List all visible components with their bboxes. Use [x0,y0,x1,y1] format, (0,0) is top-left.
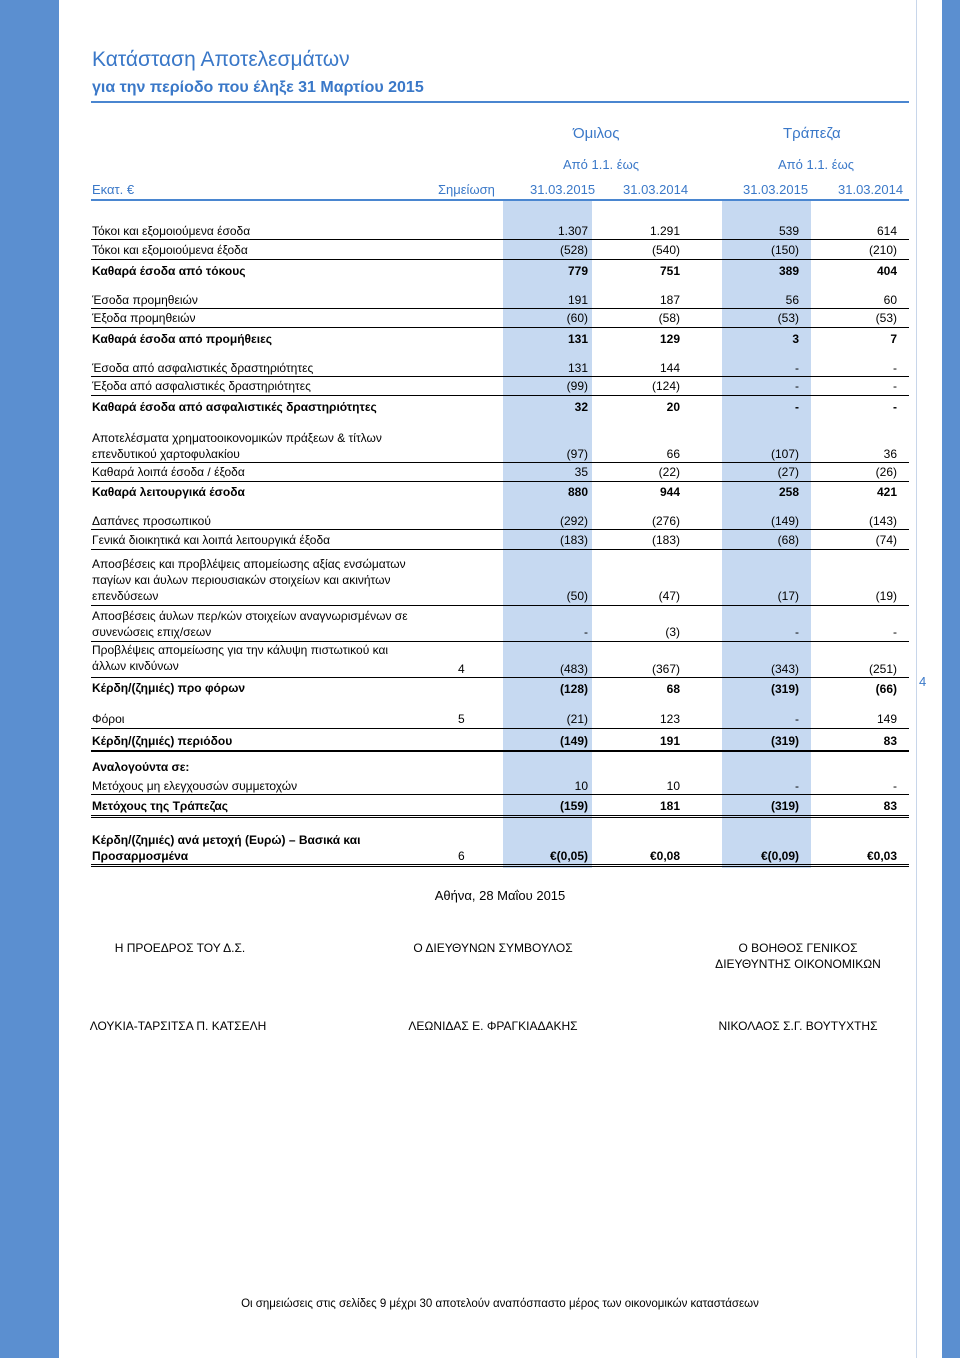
row-divider [91,815,909,818]
value-bank-2014: (26) [875,465,897,479]
row-divider [91,529,909,530]
page-title: Κατάσταση Αποτελεσμάτων [92,48,350,71]
header-group: Όμιλος [573,125,620,142]
value-group-2015: (483) [559,662,588,676]
header-from-group: Από 1.1. έως [563,157,639,172]
value-group-2014: (367) [651,662,680,676]
value-group-2015: (99) [566,379,588,393]
row-label: Καθαρά έσοδα από ασφαλιστικές δραστηριότητες [92,400,377,414]
signatory-name: ΝΙΚΟΛΑΟΣ Σ.Γ. ΒΟΥΤΥΧΤΗΣ [718,1019,878,1033]
value-group-2015: €(0,05) [549,849,588,863]
title-divider [91,101,909,103]
signatory-title: Ο ΒΟΗΘΟΣ ΓΕΝΙΚΟΣ [738,941,858,955]
value-bank-2014: €0,03 [866,849,897,863]
signatory-title: Η ΠΡΟΕΔΡΟΣ ΤΟΥ Δ.Σ. [114,941,246,955]
signatory-title: Ο ΔΙΕΥΘΥΝΩΝ ΣΥΜΒΟΥΛΟΣ [413,941,573,955]
right-side-bar [942,0,960,1358]
signatory-name: ΛΕΩΝΙΔΑΣ Ε. ΦΡΑΓΚΙΑΔΑΚΗΣ [408,1019,578,1033]
value-group-2014: 10 [666,779,680,793]
header-date: 31.03.2014 [838,182,904,197]
row-label: Καθαρά έσοδα από προμήθειες [92,332,272,346]
value-group-2015: 880 [567,485,588,499]
place-date: Αθήνα, 28 Μαΐου 2015 [434,888,566,903]
value-bank-2015: - [795,712,799,726]
row-label: Κέρδη/(ζημιές) προ φόρων [92,681,246,695]
row-divider [91,481,909,482]
row-label: Αναλογούντα σε: [92,760,190,774]
row-label: Δαπάνες προσωπικού [92,514,211,528]
signatory-name: ΛΟΥΚΙΑ-ΤΑΡΣΙΤΣΑ Π. ΚΑΤΣΕΛΗ [89,1019,267,1033]
value-group-2014: 129 [659,332,680,346]
row-divider [91,327,909,328]
row-divider [91,794,909,795]
value-group-2014: 751 [659,264,680,278]
value-bank-2014: 614 [876,224,897,238]
value-group-2014: 187 [659,293,680,307]
row-label-line: Αποσβέσεις άυλων περ/κών στοιχείων αναγνωρισμένων σε [92,609,408,623]
signatory-title-line2: ΔΙΕΥΘΥΝΤΗΣ ΟΙΚΟΝΟΜΙΚΩΝ [715,957,881,971]
row-label-line: επενδυτικού χαρτοφυλακίου [92,447,240,461]
value-group-2015: (60) [566,311,588,325]
header-currency: Εκατ. € [92,182,135,197]
row-divider [91,239,909,240]
value-bank-2015: - [795,400,799,414]
value-bank-2015: (319) [770,734,799,748]
value-group-2014: 1.291 [649,224,680,238]
value-group-2015: (149) [559,734,588,748]
value-bank-2015: (53) [777,311,799,325]
value-group-2014: (47) [658,589,680,603]
row-note: 6 [458,849,465,863]
value-group-2014: (58) [658,311,680,325]
row-label: Έξοδα προμηθειών [92,311,196,325]
row-divider [91,549,909,550]
row-label: Έξοδα από ασφαλιστικές δραστηριότητες [92,379,311,393]
value-group-2015: (292) [559,514,588,528]
value-group-2014: (183) [651,533,680,547]
row-divider [91,728,909,729]
value-group-2014: (540) [651,243,680,257]
page-number: 4 [919,674,927,689]
value-group-2014: (276) [651,514,680,528]
page-subtitle: για την περίοδο που έληξε 31 Μαρτίου 2015 [92,79,424,96]
value-group-2015: 1.307 [557,224,588,238]
value-bank-2014: (53) [875,311,897,325]
row-label: Έσοδα από ασφαλιστικές δραστηριότητες [92,361,314,375]
row-label: Τόκοι και εξομοιούμενα έξοδα [92,243,248,257]
value-bank-2014: 404 [876,264,897,278]
value-group-2014: (22) [658,465,680,479]
row-label-line: άλλων κινδύνων [92,659,179,673]
value-group-2015: 131 [567,361,588,375]
left-side-bar [0,0,59,1358]
value-bank-2015: - [795,379,799,393]
value-group-2015: 32 [574,400,588,414]
value-bank-2014: 83 [883,799,897,813]
value-bank-2014: 83 [883,734,897,748]
value-group-2014: 191 [659,734,680,748]
row-label: Κέρδη/(ζημιές) περιόδου [92,734,233,748]
row-label: Μετόχους μη ελεγχουσών συμμετοχών [92,779,298,793]
value-bank-2014: 421 [876,485,897,499]
value-bank-2014: 36 [883,447,897,461]
row-label-line: Προσαρμοσμένα [92,849,189,863]
row-label-line: συνενώσεις επιχ/σεων [92,625,212,639]
row-label: Καθαρά έσοδα από τόκους [92,264,246,278]
value-bank-2014: - [893,361,897,375]
row-divider [91,308,909,309]
value-bank-2015: 258 [778,485,799,499]
value-bank-2015: (107) [770,447,799,461]
row-label: Φόροι [92,712,125,726]
value-bank-2015: (319) [770,682,799,696]
value-group-2015: - [584,625,588,639]
value-bank-2014: - [893,779,897,793]
value-bank-2014: - [893,379,897,393]
row-divider [91,605,909,606]
value-bank-2014: 60 [883,293,897,307]
value-group-2015: (183) [559,533,588,547]
header-date: 31.03.2015 [743,182,809,197]
value-group-2015: 35 [574,465,588,479]
row-note: 5 [458,712,465,726]
row-divider [91,864,909,867]
value-group-2014: 181 [659,799,680,813]
value-bank-2014: (66) [875,682,897,696]
header-divider [91,199,909,201]
value-group-2014: 66 [666,447,680,461]
row-divider [91,395,909,396]
header-from-bank: Από 1.1. έως [778,157,854,172]
row-label: Καθαρά λειτουργικά έσοδα [92,485,245,499]
row-divider [91,677,909,678]
value-bank-2014: - [893,400,897,414]
value-group-2014: (124) [651,379,680,393]
header-date: 31.03.2014 [623,182,689,197]
value-bank-2015: (319) [770,799,799,813]
row-label: Γενικά διοικητικά και λοιπά λειτουργικά έξοδα [92,533,331,547]
value-group-2015: 779 [567,264,588,278]
value-group-2014: 144 [659,361,680,375]
value-bank-2015: (68) [777,533,799,547]
value-bank-2015: €(0,09) [760,849,799,863]
value-bank-2014: (143) [868,514,897,528]
value-bank-2015: 539 [778,224,799,238]
value-group-2014: 68 [666,682,680,696]
value-bank-2015: - [795,361,799,375]
value-group-2015: 10 [574,779,588,793]
value-group-2015: (97) [566,447,588,461]
value-group-2014: 20 [666,400,680,414]
row-label-line: επενδύσεων [92,589,159,603]
row-label-line: Αποτελέσματα χρηματοοικονομικών πράξεων & τίτλων [92,431,382,445]
value-bank-2015: 389 [778,264,799,278]
value-bank-2015: - [795,779,799,793]
row-divider [91,376,909,377]
value-bank-2014: (210) [868,243,897,257]
value-bank-2015: (17) [777,589,799,603]
value-bank-2015: - [795,625,799,639]
row-divider [91,259,909,260]
value-bank-2015: (343) [770,662,799,676]
value-bank-2015: (27) [777,465,799,479]
row-label: Μετόχους της Τράπεζας [92,799,229,813]
row-label: Τόκοι και εξομοιούμενα έσοδα [92,224,251,238]
value-group-2015: (159) [559,799,588,813]
value-group-2015: 191 [567,293,588,307]
row-label: Έσοδα προμηθειών [92,293,198,307]
row-label-line: Προβλέψεις απομείωσης για την κάλυψη πιστωτικού και [92,643,389,657]
header-date: 31.03.2015 [530,182,596,197]
value-group-2015: (21) [566,712,588,726]
value-group-2014: (3) [665,625,680,639]
row-label-line: παγίων και άυλων περιουσιακών στοιχείων και ακινήτων [92,573,391,587]
row-divider [91,750,909,752]
value-group-2015: (50) [566,589,588,603]
value-group-2015: (528) [559,243,588,257]
value-bank-2014: - [893,625,897,639]
row-divider [91,641,909,642]
value-group-2014: €0,08 [649,849,680,863]
value-group-2014: 944 [659,485,680,499]
value-bank-2015: 56 [785,293,799,307]
value-bank-2015: (149) [770,514,799,528]
value-bank-2015: 3 [792,332,799,346]
value-bank-2014: 149 [876,712,897,726]
row-label-line: Κέρδη/(ζημιές) ανά μετοχή (Ευρώ) – Βασικά και [92,833,361,847]
row-divider [91,462,909,463]
row-label-line: Αποσβέσεις και προβλέψεις απομείωσης αξίας ενσώματων [92,557,406,571]
header-note: Σημείωση [438,182,495,197]
value-group-2014: 123 [659,712,680,726]
value-group-2015: 131 [567,332,588,346]
row-label: Καθαρά λοιπά έσοδα / έξοδα [92,465,245,479]
value-bank-2014: (74) [875,533,897,547]
value-bank-2014: (19) [875,589,897,603]
value-bank-2015: (150) [770,243,799,257]
value-bank-2014: 7 [890,332,897,346]
footer-note: Οι σημειώσεις στις σελίδες 9 μέχρι 30 αποτελούν αναπόσπαστο μέρος των οικονομικών καταστάσεων [241,1298,759,1310]
row-note: 4 [458,662,465,676]
value-group-2015: (128) [559,682,588,696]
header-bank: Τράπεζα [783,125,841,142]
value-bank-2014: (251) [868,662,897,676]
